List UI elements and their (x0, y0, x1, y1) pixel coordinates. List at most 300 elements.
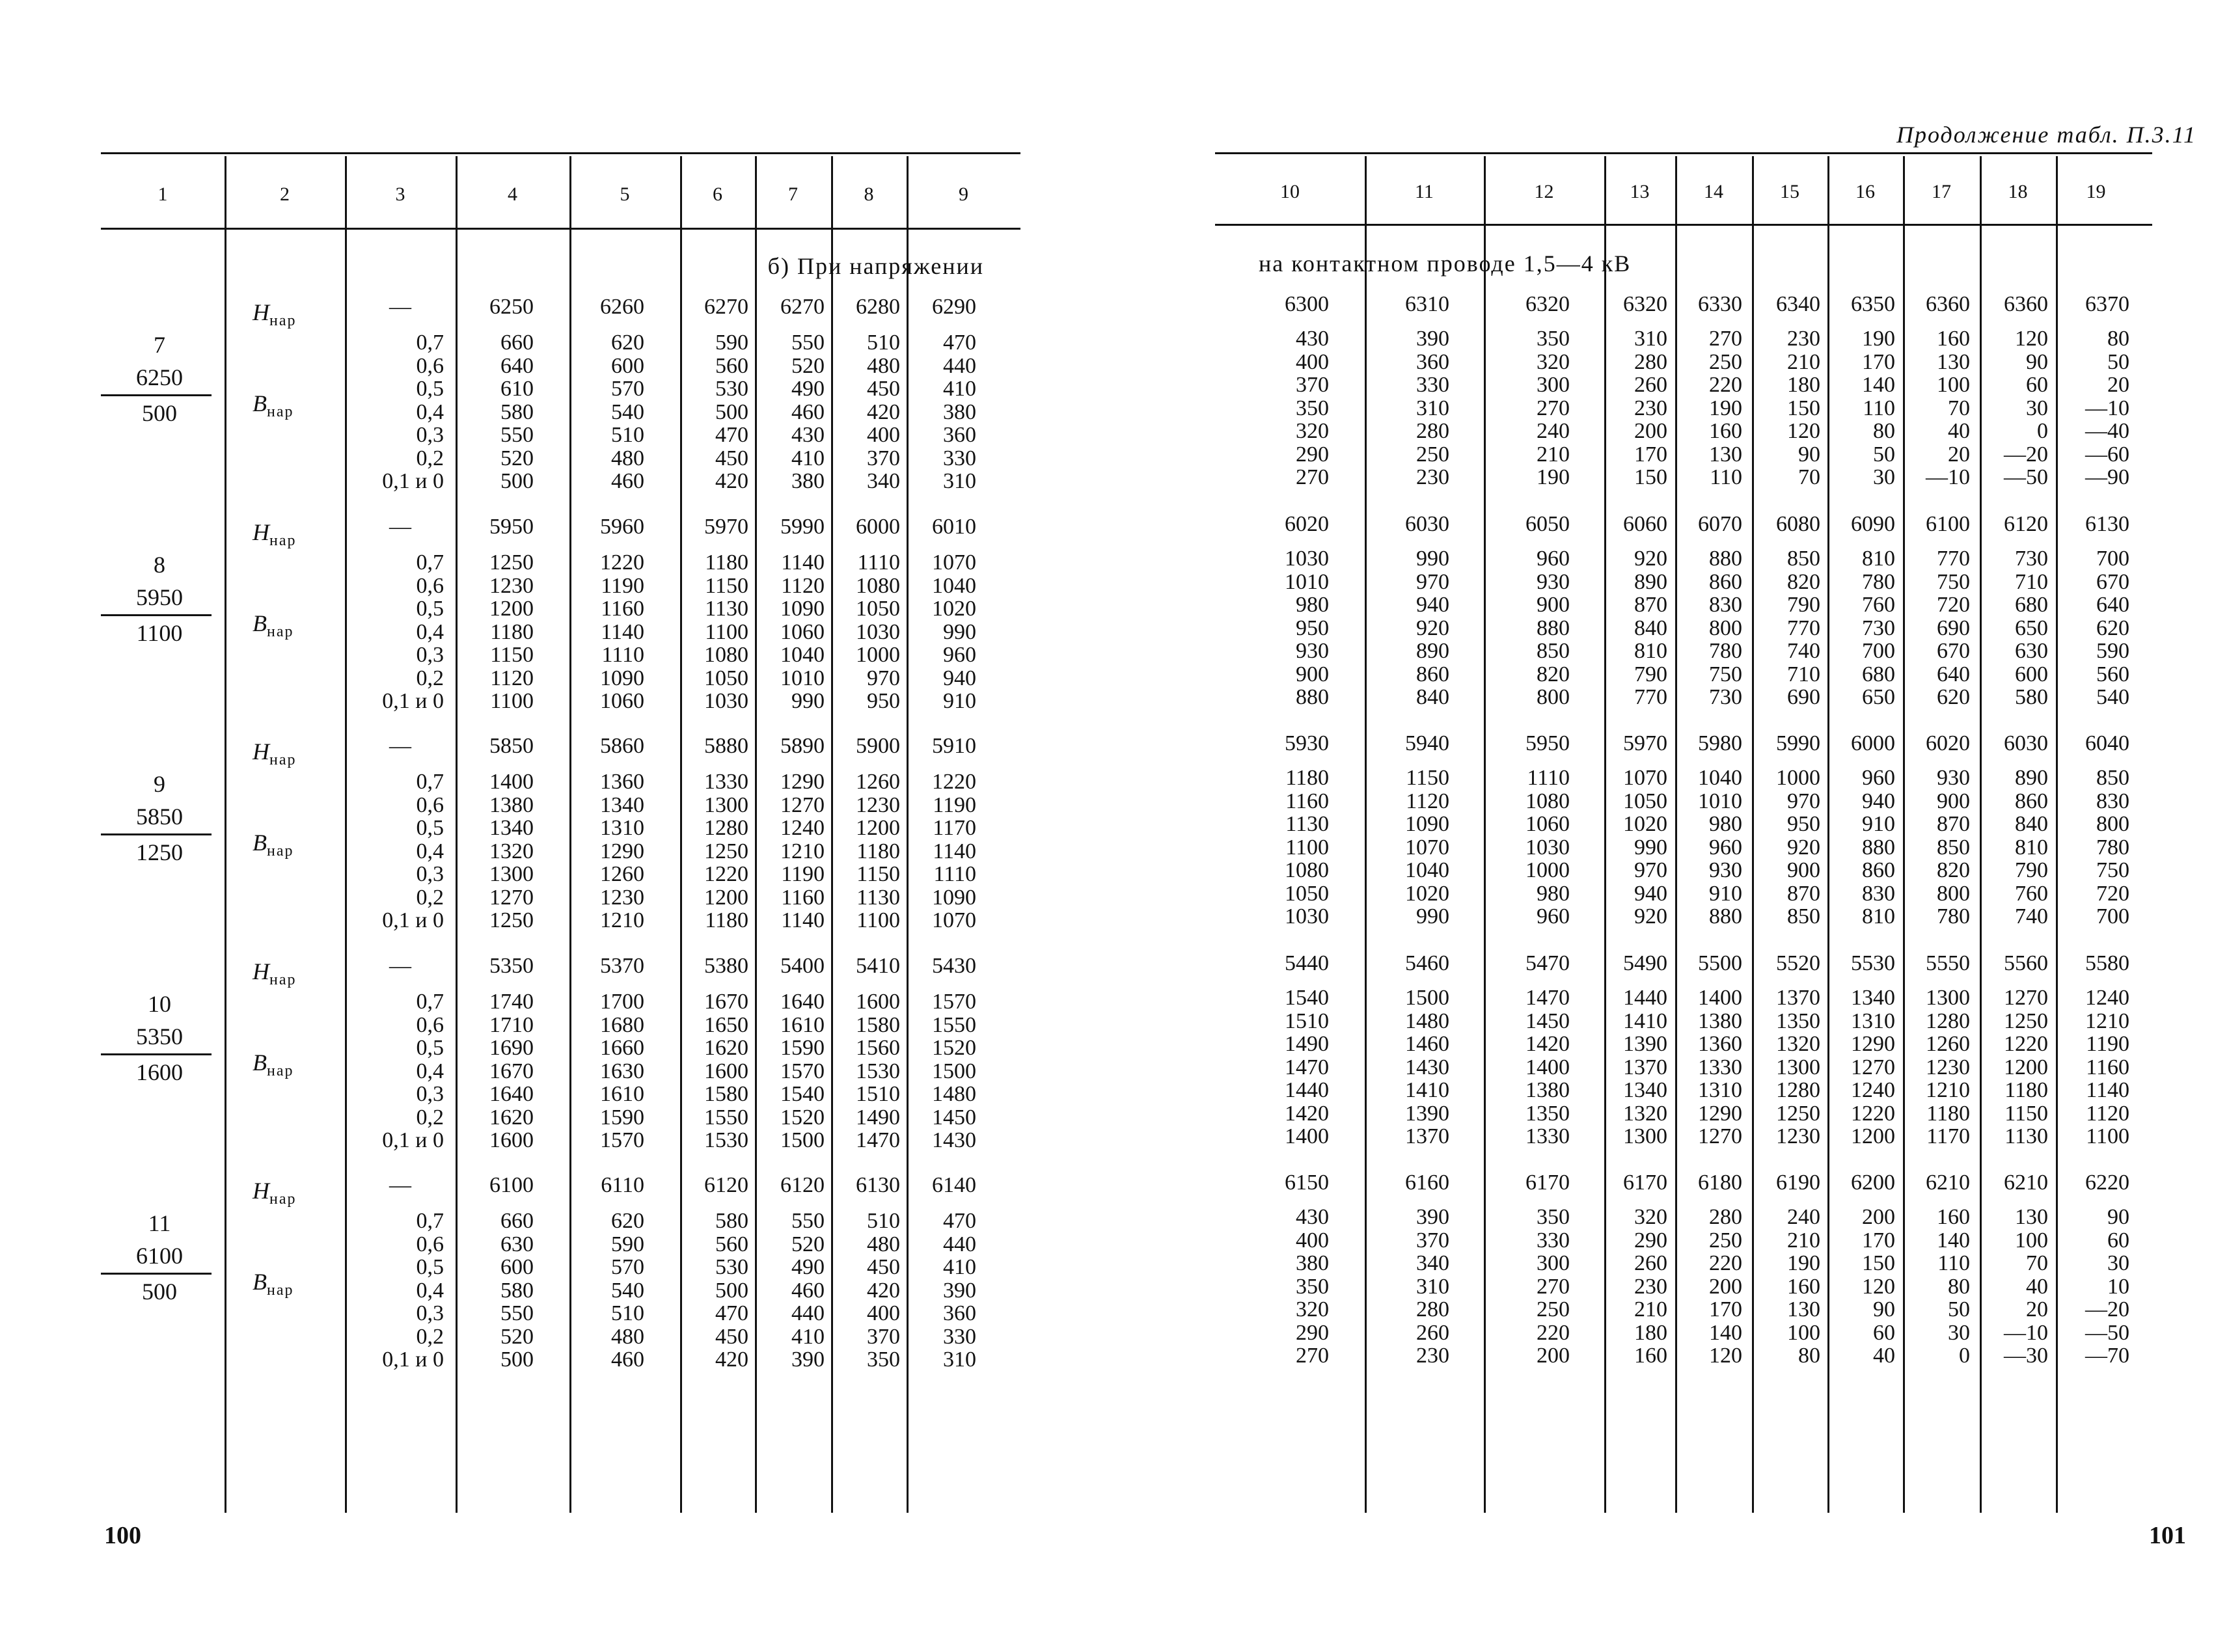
col3-value: 0,3 (416, 423, 444, 447)
h-value: 6320 (1623, 292, 1667, 316)
b-value: 780 (1709, 639, 1742, 663)
b-value: 470 (943, 331, 976, 355)
b-value: 1130 (1285, 812, 1329, 836)
b-value: 1480 (932, 1082, 976, 1106)
b-value: 1400 (1698, 986, 1742, 1010)
col3-value: 0,3 (416, 862, 444, 886)
col3-value: 0,1 и 0 (382, 689, 444, 713)
b-value: —60 (2085, 442, 2129, 467)
b-value: 940 (1634, 881, 1667, 906)
b-value: 1180 (705, 908, 748, 932)
b-value: 1480 (1405, 1009, 1449, 1033)
b-value: 640 (2096, 593, 2129, 617)
b-value: 1250 (2004, 1009, 2048, 1033)
h-value: 5880 (704, 734, 748, 758)
b-value: 1340 (489, 816, 534, 840)
b-value: 980 (1709, 812, 1742, 836)
b-value: 1300 (1776, 1055, 1820, 1079)
b-value: 270 (1296, 465, 1329, 489)
b-value: 970 (1787, 789, 1820, 813)
h-value: 6170 (1623, 1171, 1667, 1195)
b-value: 590 (611, 1232, 644, 1256)
b-value: 410 (791, 446, 825, 470)
b-value: 960 (1537, 547, 1570, 571)
b-value: 300 (1537, 1251, 1570, 1275)
b-value: —10 (1926, 465, 1970, 489)
h-nar-label: $H_{нар}$ (253, 958, 297, 989)
h-value: 6210 (2004, 1171, 2048, 1195)
b-value: 500 (715, 399, 748, 424)
b-value: —10 (2004, 1320, 2048, 1345)
fraction-bar (101, 833, 212, 835)
b-value: 50 (2107, 349, 2129, 374)
b-value: 400 (1296, 1228, 1329, 1253)
b-value: 980 (1537, 881, 1570, 906)
table-group (1114, 512, 2229, 731)
b-value: 330 (943, 446, 976, 470)
b-value: 800 (1537, 685, 1570, 709)
b-value: 1160 (601, 597, 644, 621)
b-value: 890 (1416, 639, 1449, 663)
b-value: 1160 (1285, 789, 1329, 813)
column-header: 18 (2008, 181, 2028, 202)
b-value: 1370 (1623, 1055, 1667, 1079)
h-value: 6100 (489, 1173, 534, 1197)
b-value: 1210 (2085, 1009, 2129, 1033)
b-value: 1240 (1851, 1078, 1895, 1102)
b-value: 1520 (780, 1105, 825, 1130)
b-value: 1120 (1406, 789, 1449, 813)
b-value: 1260 (600, 862, 644, 886)
b-value: 600 (500, 1255, 534, 1279)
b-value: 310 (1634, 327, 1667, 351)
col3-value: 0,3 (416, 643, 444, 667)
b-value: 940 (943, 666, 976, 690)
b-value: 480 (611, 446, 644, 470)
b-value: 860 (1416, 662, 1449, 686)
h-value: 6050 (1525, 512, 1570, 536)
b-value: 140 (1709, 1320, 1742, 1345)
b-value: 590 (2096, 639, 2129, 663)
column-header: 6 (713, 183, 722, 205)
h-value: 5950 (1525, 731, 1570, 755)
b-value: 920 (1787, 835, 1820, 860)
col3-dash: — (389, 295, 411, 319)
b-value: 1140 (781, 550, 825, 575)
b-value: 1400 (1525, 1055, 1570, 1079)
h-nar-subscript: нар (269, 1191, 297, 1208)
b-value: 1510 (1285, 1009, 1329, 1033)
b-value: 280 (1416, 1297, 1449, 1321)
b-value: 1190 (2086, 1032, 2129, 1056)
b-value: 930 (1537, 569, 1570, 594)
b-value: 1040 (780, 643, 825, 667)
h-value: 6270 (780, 295, 825, 319)
b-value: 530 (715, 377, 748, 401)
b-value: 360 (943, 423, 976, 447)
b-value: 230 (1416, 1344, 1449, 1368)
b-value: —50 (2085, 1320, 2129, 1345)
col3-value: 0,6 (416, 353, 444, 378)
column-header: 12 (1534, 181, 1554, 202)
b-value: 1700 (600, 990, 644, 1014)
b-value: 690 (1937, 616, 1970, 640)
b-value: 430 (1296, 1205, 1329, 1229)
b-value: 840 (2015, 812, 2048, 836)
b-value: 560 (715, 353, 748, 378)
b-value: 380 (1296, 1251, 1329, 1275)
b-value: 620 (611, 331, 644, 355)
b-value: 140 (1862, 373, 1895, 397)
col3-value: 0,5 (416, 1036, 444, 1060)
b-value: 1270 (780, 792, 825, 817)
b-value: 1220 (600, 550, 644, 575)
b-value: 330 (1537, 1228, 1570, 1253)
b-value: 1670 (704, 990, 748, 1014)
b-value: 1110 (933, 862, 976, 886)
b-value: 1530 (856, 1059, 900, 1083)
h-value: 5860 (600, 734, 644, 758)
col3-value: 0,7 (416, 331, 444, 355)
b-value: 840 (1634, 616, 1667, 640)
b-value: 820 (1537, 662, 1570, 686)
b-value: 1140 (781, 908, 825, 932)
b-value: 930 (1296, 639, 1329, 663)
col3-value: 0,1 и 0 (382, 908, 444, 932)
table-group (1114, 731, 2229, 950)
b-value: —20 (2085, 1297, 2129, 1321)
row-number: 11 (148, 1210, 171, 1236)
b-value: 220 (1709, 373, 1742, 397)
h-value: 6070 (1698, 512, 1742, 536)
b-value: 1450 (932, 1105, 976, 1130)
b-value: 1150 (2004, 1101, 2048, 1126)
fraction-numerator: 5850 (136, 804, 183, 830)
col3-value: 0,4 (416, 399, 444, 424)
b-value: 1580 (856, 1012, 900, 1037)
b-value: 390 (943, 1278, 976, 1303)
table-group (1114, 292, 2229, 511)
b-value: 990 (943, 619, 976, 644)
b-value: 30 (2107, 1251, 2129, 1275)
b-value: 1570 (932, 990, 976, 1014)
h-nar-subscript: нар (269, 971, 297, 989)
b-value: 1590 (780, 1036, 825, 1060)
b-value: 1470 (1285, 1055, 1329, 1079)
b-value: 810 (2015, 835, 2048, 860)
b-value: 1110 (857, 550, 900, 575)
table-group (1114, 1171, 2229, 1389)
b-value: 250 (1537, 1297, 1570, 1321)
col3-value: 0,4 (416, 839, 444, 863)
b-value: 90 (2107, 1205, 2129, 1229)
b-value: 210 (1787, 1228, 1820, 1253)
b-value: 250 (1416, 442, 1449, 467)
b-value: 1500 (1405, 986, 1449, 1010)
h-value: 5910 (932, 734, 976, 758)
b-value: 1270 (2004, 986, 2048, 1010)
b-nar-label: $B_{нар}$ (253, 1268, 294, 1299)
b-value: 20 (2107, 373, 2129, 397)
b-value: 200 (1537, 1344, 1570, 1368)
b-value: 1280 (1776, 1078, 1820, 1102)
col3-value: 0,3 (416, 1082, 444, 1106)
b-value: 700 (2096, 904, 2129, 928)
b-value: 1000 (856, 643, 900, 667)
b-value: 610 (500, 377, 534, 401)
b-value: 70 (1798, 465, 1820, 489)
b-value: 1560 (856, 1036, 900, 1060)
b-value: 90 (2026, 349, 2048, 374)
b-value: 1080 (856, 573, 900, 598)
b-value: 90 (1798, 442, 1820, 467)
b-value: 680 (2015, 593, 2048, 617)
b-value: 1220 (704, 862, 748, 886)
b-nar-subscript: нар (267, 1281, 294, 1299)
b-value: 1380 (1525, 1078, 1570, 1102)
b-value: 640 (500, 353, 534, 378)
b-value: 1530 (704, 1128, 748, 1152)
b-value: 1580 (704, 1082, 748, 1106)
b-value: 310 (943, 1347, 976, 1372)
b-value: 1130 (2004, 1124, 2048, 1148)
right-page-number: 101 (2149, 1522, 2186, 1549)
b-value: 350 (1296, 396, 1329, 420)
b-value: 240 (1787, 1205, 1820, 1229)
b-value: 1150 (490, 643, 534, 667)
b-value: 470 (715, 1301, 748, 1325)
b-value: 160 (1937, 327, 1970, 351)
b-value: 220 (1537, 1320, 1570, 1345)
b-value: 540 (2096, 685, 2129, 709)
b-value: 560 (2096, 662, 2129, 686)
column-header: 8 (864, 183, 874, 205)
b-value: —50 (2004, 465, 2048, 489)
left-page-number: 100 (104, 1522, 141, 1549)
b-value: 1000 (1776, 766, 1820, 790)
b-value: 470 (943, 1209, 976, 1233)
b-value: 420 (715, 1347, 748, 1372)
b-value: 550 (500, 1301, 534, 1325)
b-value: 860 (1862, 858, 1895, 882)
b-value: 830 (1862, 881, 1895, 906)
h-value: 6040 (2085, 731, 2129, 755)
b-value: 530 (715, 1255, 748, 1279)
b-value: 20 (2026, 1297, 2048, 1321)
b-value: 970 (1416, 569, 1449, 594)
fraction-bar (101, 1053, 212, 1055)
b-value: 940 (1862, 789, 1895, 813)
b-value: 850 (1787, 547, 1820, 571)
b-value: 1610 (600, 1082, 644, 1106)
b-value: 980 (1296, 593, 1329, 617)
b-value: 180 (1787, 373, 1820, 397)
b-value: 1510 (856, 1082, 900, 1106)
b-value: 860 (1709, 569, 1742, 594)
b-value: 220 (1709, 1251, 1742, 1275)
h-value: 6000 (856, 515, 900, 539)
b-value: 160 (1709, 419, 1742, 443)
b-value: 1050 (1285, 881, 1329, 906)
b-value: 970 (867, 666, 900, 690)
h-value: 5560 (2004, 951, 2048, 975)
b-value: 550 (500, 423, 534, 447)
b-value: 1160 (2086, 1055, 2129, 1079)
b-value: 1120 (2086, 1101, 2129, 1126)
b-value: 310 (1416, 396, 1449, 420)
b-value: 1150 (1406, 766, 1449, 790)
b-value: 1300 (704, 792, 748, 817)
h-value: 6330 (1698, 292, 1742, 316)
h-value: 6120 (780, 1173, 825, 1197)
b-value: 1190 (781, 862, 825, 886)
b-value: 670 (2096, 569, 2129, 594)
b-value: 1250 (489, 550, 534, 575)
b-value: 1310 (600, 816, 644, 840)
h-nar-subscript: нар (269, 532, 297, 550)
b-value: 1210 (1926, 1078, 1970, 1102)
b-value: 510 (867, 1209, 900, 1233)
b-value: 110 (1863, 396, 1895, 420)
h-value: 6120 (704, 1173, 748, 1197)
b-value: 330 (943, 1324, 976, 1349)
b-value: 770 (1937, 547, 1970, 571)
b-value: 770 (1787, 616, 1820, 640)
b-value: 270 (1709, 327, 1742, 351)
h-nar-label: $H_{нар}$ (253, 299, 297, 330)
h-value: 5970 (1623, 731, 1667, 755)
b-value: 350 (1296, 1274, 1329, 1299)
b-value: 1230 (489, 573, 534, 598)
b-value: 1340 (1623, 1078, 1667, 1102)
row-number: 7 (154, 332, 165, 358)
table-group (0, 955, 1114, 1170)
h-value: 6130 (856, 1173, 900, 1197)
h-value: 6030 (2004, 731, 2048, 755)
col3-value: 0,7 (416, 990, 444, 1014)
b-value: 1250 (489, 908, 534, 932)
b-value: 390 (791, 1347, 825, 1372)
h-value: 6150 (1285, 1171, 1329, 1195)
b-value: 1710 (489, 1012, 534, 1037)
b-value: 1030 (1525, 835, 1570, 860)
b-value: 950 (867, 689, 900, 713)
b-value: 730 (1862, 616, 1895, 640)
b-value: 280 (1709, 1205, 1742, 1229)
b-value: 470 (715, 423, 748, 447)
b-value: 290 (1634, 1228, 1667, 1253)
b-value: 1040 (932, 573, 976, 598)
b-value: 820 (1787, 569, 1820, 594)
h-value: 5890 (780, 734, 825, 758)
b-value: 280 (1634, 349, 1667, 374)
b-value: 110 (1937, 1251, 1970, 1275)
b-value: 1600 (704, 1059, 748, 1083)
b-value: 460 (791, 1278, 825, 1303)
h-value: 6080 (1776, 512, 1820, 536)
b-value: 40 (1948, 419, 1970, 443)
b-value: 460 (611, 469, 644, 493)
b-value: 490 (791, 377, 825, 401)
b-value: 1080 (1285, 858, 1329, 882)
b-value: 390 (1416, 1205, 1449, 1229)
b-value: 1440 (1623, 986, 1667, 1010)
col3-value: 0,5 (416, 1255, 444, 1279)
b-value: 800 (1937, 881, 1970, 906)
b-value: 190 (1537, 465, 1570, 489)
b-value: 730 (2015, 547, 2048, 571)
b-value: 740 (2015, 904, 2048, 928)
col3-value: 0,7 (416, 1209, 444, 1233)
table-group (0, 516, 1114, 731)
b-value: 80 (1873, 419, 1895, 443)
b-value: 630 (500, 1232, 534, 1256)
b-value: 1220 (2004, 1032, 2048, 1056)
b-value: 1220 (1851, 1101, 1895, 1126)
b-value: 30 (1948, 1320, 1970, 1345)
b-value: 390 (1416, 327, 1449, 351)
h-value: 6270 (704, 295, 748, 319)
b-value: 1180 (705, 550, 748, 575)
b-value: 370 (1416, 1228, 1449, 1253)
b-value: 1040 (1405, 858, 1449, 882)
b-value: 1300 (1623, 1124, 1667, 1148)
b-value: 900 (1787, 858, 1820, 882)
b-value: 1100 (490, 689, 534, 713)
b-value: 680 (1862, 662, 1895, 686)
col3-value: 0,3 (416, 1301, 444, 1325)
b-value: 130 (1787, 1297, 1820, 1321)
b-value: 1100 (705, 619, 748, 644)
b-value: 1330 (1525, 1124, 1570, 1148)
b-value: 920 (1416, 616, 1449, 640)
b-value: 810 (1634, 639, 1667, 663)
h-value: 5440 (1285, 951, 1329, 975)
b-value: 580 (500, 1278, 534, 1303)
b-value: 450 (715, 446, 748, 470)
h-value: 6030 (1405, 512, 1449, 536)
b-value: 280 (1416, 419, 1449, 443)
b-value: 360 (943, 1301, 976, 1325)
col3-value: 0,5 (416, 377, 444, 401)
b-value: 870 (1634, 593, 1667, 617)
h-value: 6090 (1851, 512, 1895, 536)
col3-value: 0,4 (416, 1059, 444, 1083)
h-value: 6000 (1851, 731, 1895, 755)
b-value: 890 (1634, 569, 1667, 594)
h-value: 5350 (489, 954, 534, 978)
b-value: 1380 (1698, 1009, 1742, 1033)
h-value: 5900 (856, 734, 900, 758)
b-value: 990 (1634, 835, 1667, 860)
b-value: 600 (611, 353, 644, 378)
h-nar-subscript: нар (269, 752, 297, 769)
b-value: 1020 (1623, 812, 1667, 836)
b-value: 1330 (1698, 1055, 1742, 1079)
b-nar-label: $B_{нар}$ (253, 829, 294, 860)
b-value: 500 (500, 1347, 534, 1372)
b-value: 520 (500, 1324, 534, 1349)
b-value: 430 (791, 423, 825, 447)
b-value: 30 (1873, 465, 1895, 489)
b-value: 1450 (1525, 1009, 1570, 1033)
b-value: 710 (1787, 662, 1820, 686)
b-value: 910 (1709, 881, 1742, 906)
b-value: 1210 (600, 908, 644, 932)
b-value: 620 (611, 1209, 644, 1233)
b-value: 850 (1937, 835, 1970, 860)
h-value: 6290 (932, 295, 976, 319)
